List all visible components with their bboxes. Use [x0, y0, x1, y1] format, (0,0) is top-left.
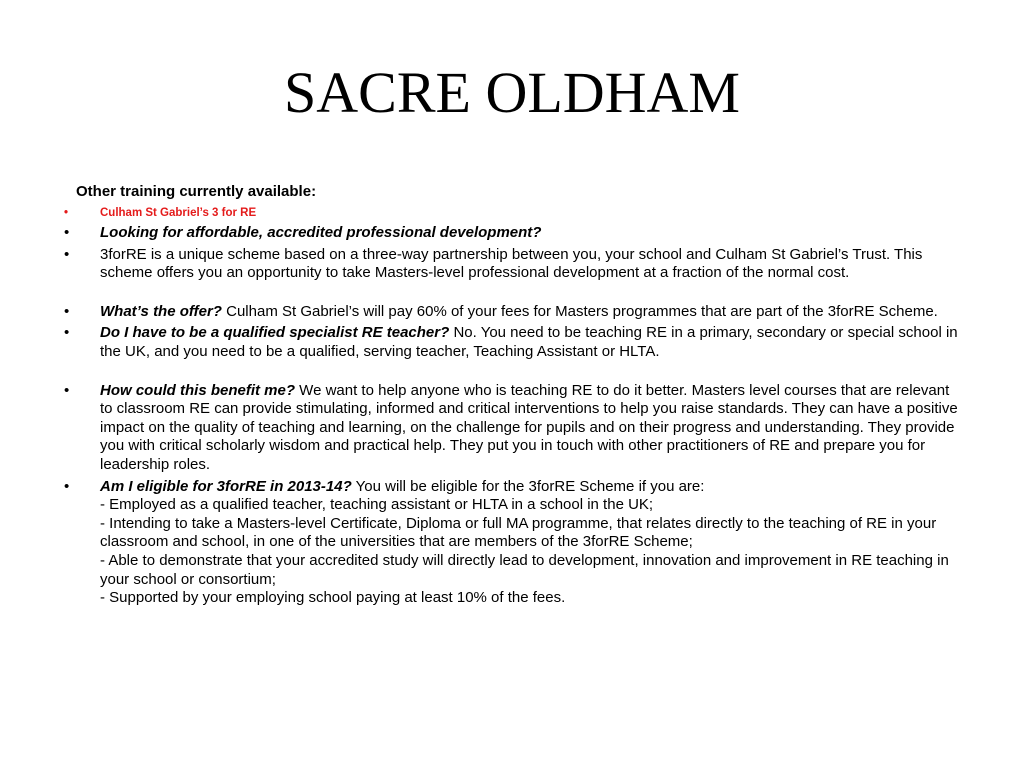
item-text: Culham St Gabriel’s will pay 60% of your fees for Masters programmes that are part of the 3forRE Scheme.: [221, 302, 938, 320]
intro-heading: Other training currently available:: [76, 183, 317, 200]
bullet-icon: •: [64, 207, 69, 219]
item-text: We want to help anyone who is teaching RE to do it better. Masters level courses that are relevant to classroom RE can provide stimulating, informed and critical interventions to help you raise standards. They can have a positive impact on the quality of teaching and learning, on the challenge for pupils and on their progress and understanding. They provide you with critical scholarly wisdom and practical help. They put you in touch with other practitioners of RE and prepare you for leadership roles.: [100, 381, 958, 473]
eligibility-line: - Employed as a qualified teacher, teaching assistant or HLTA in a school in the UK;: [100, 496, 654, 514]
list-item-eligibility: [64, 478, 964, 608]
item-text: No. You need to be teaching RE in a primary, secondary or special school in the UK, and you need to be a qualified, serving teacher, Teaching Assistant or HLTA.: [100, 324, 958, 360]
list-item-culham-3forre: [64, 205, 964, 221]
eligibility-line: - Intending to take a Masters-level Certificate, Diploma or full MA programme, that relates directly to the teaching of RE in your classroom and school, in one of the universities that are members of the 3forRE Scheme;: [100, 514, 937, 551]
item-text: You will be eligible for the 3forRE Scheme if you are:: [351, 477, 705, 495]
item-text: 3forRE is a unique scheme based on a three-way partnership between you, your school and Culham St Gabriel’s Trust. This scheme offers you an opportunity to take Masters-level professional development at a fraction of the normal cost.: [100, 245, 923, 282]
list-item-benefit: [64, 382, 964, 475]
item-lead: How could this benefit me?: [100, 381, 296, 399]
list-item-scheme-description: [64, 246, 964, 283]
item-text: Looking for affordable, accredited professional development?: [100, 224, 542, 241]
bullet-icon: •: [64, 302, 70, 320]
item-text: Culham St Gabriel’s 3 for RE: [100, 207, 257, 219]
list-item-the-offer: [64, 303, 964, 322]
bullet-icon: •: [64, 245, 70, 263]
bullet-icon: •: [64, 224, 70, 241]
list-item-looking-for: [64, 224, 964, 243]
item-lead: What’s the offer?: [100, 302, 222, 320]
item-lead: Am I eligible for 3forRE in 2013-14?: [100, 477, 352, 495]
item-lead: Do I have to be a qualified specialist RE teacher?: [100, 324, 450, 342]
bullet-icon: •: [64, 324, 70, 342]
slide-title: SACRE OLDHAM: [284, 60, 740, 125]
bullet-icon: •: [64, 381, 70, 399]
eligibility-line: - Able to demonstrate that your accredited study will directly lead to development, innovation and improvement in RE teaching in your school or consortium;: [100, 551, 949, 588]
list-item-qualified-teacher: [64, 324, 964, 361]
bullet-list: [64, 205, 964, 608]
eligibility-line: - Supported by your employing school paying at least 10% of the fees.: [100, 589, 566, 607]
bullet-icon: •: [64, 477, 70, 495]
